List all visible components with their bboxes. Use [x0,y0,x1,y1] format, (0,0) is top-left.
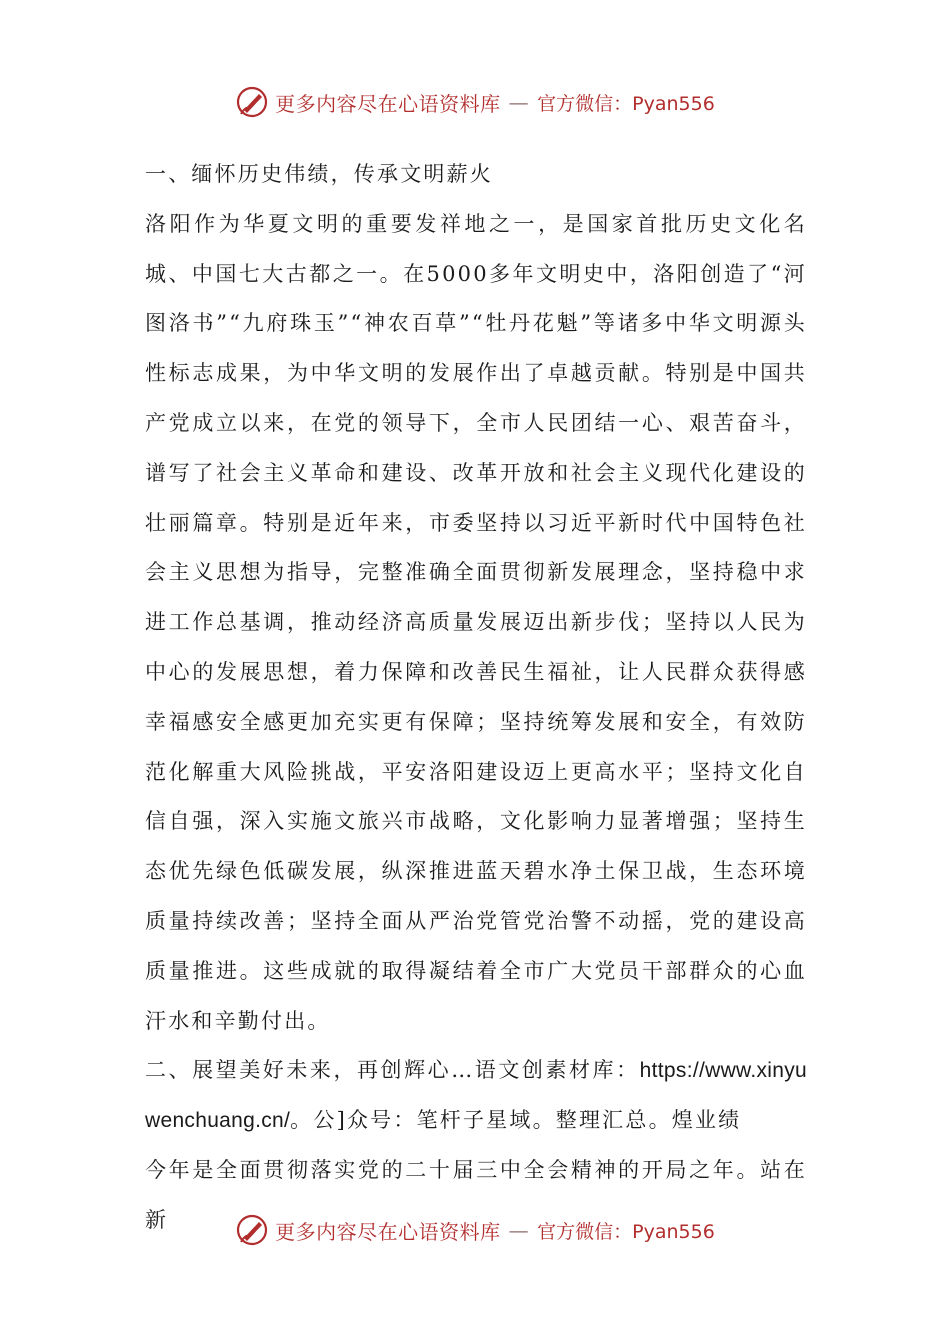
banner-dash: — [508,1218,530,1242]
banner-site-text: 更多内容尽在心语资料库 [275,91,501,116]
section-paragraph-2: 今年是全面贯彻落实党的二十届三中全会精神的开局之年。站在新 [145,1157,807,1232]
section-heading-2-text: 二、展望美好未来，再创辉心…语文创素材库： [145,1058,640,1083]
banner-wechat-text: 官方微信：Pyan556 [537,92,715,115]
footer-watermark-banner [0,1210,950,1250]
banner-site-text: 更多内容尽在心语资料库 [275,1219,501,1244]
section-paragraph-1: 洛阳作为华夏文明的重要发祥地之一，是国家首批历史文化名城、中国七大古都之一。在5000多年文明史中，洛阳创造了“河图洛书”“九府珠玉”“神农百草”“牡丹花魁”等诸多中华文明源头性标志成果，为中华文明的发展作出了卓越贡献。特别是中国共产党成立以来，在党的领导下，全市人民团结一心、艰苦奋斗，谱写了社会主义革命和建设、改革开放和社会主义现代化建设的壮丽篇章。特别是近年来，市委坚持以习近平新时代中国特色社会主义思想为指导，完整准确全面贯彻新发展理念，坚持稳中求进工作总基调，推动经济高质量发展迈出新步伐；坚持以人民为中心的发展思想，着力保障和改善民生福祉，让人民群众获得感幸福感安全感更加充实更有保障；坚持统筹发展和安全，有效防范化解重大风险挑战，平安洛阳建设迈上更高水平；坚持文化自信自强，深入实施文旅兴市战略，文化影响力显著增强；坚持生态优先绿色低碳发展，纵深推进蓝天碧水净土保卫战，生态环境质量持续改善；坚持全面从严治党管党治警不动摇，党的建设高质量推进。这些成就的取得凝结着全市广大党员干部群众的心血汗水和辛勤付出。 [145,211,807,1033]
header-watermark-banner [0,82,950,122]
document-body [145,150,807,1246]
section-heading-2-tail: 。公]众号：笔杆子星域。整理汇总。煌业绩 [290,1108,742,1133]
banner-dash: — [508,90,530,114]
pen-logo-icon [235,1213,269,1247]
banner-wechat-text: 官方微信：Pyan556 [537,1220,715,1243]
section-heading-1: 一、缅怀历史伟绩，传承文明薪火 [145,162,493,186]
source-url-link[interactable]: https://www.xinyuwenchuang.cn/ [145,1059,807,1133]
section-heading-2 [145,1046,807,1146]
pen-logo-icon [235,85,269,119]
